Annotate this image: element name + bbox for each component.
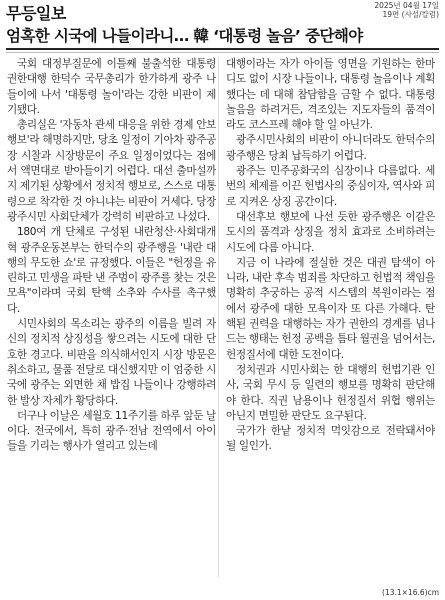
masthead [0,0,445,22]
paragraph: 국회 대정부질문에 이틀째 불출석한 대통령 권한대행 한덕수 국무총리가 한가하게 광주 나들이에 나서 '대통령 놀이'라는 강한 비판이 제기됐다. [7,58,216,116]
headline-rule [6,48,439,50]
paragraph: 정치권과 시민사회는 한 대행의 헌법기관 인사, 국회 무시 등 일련의 행보를 명확히 판단해야 한다. 직권 남용이나 헌정질서 위협 행위는 아닌지 면밀한 판단도 요구된다. [226,363,435,422]
paragraph: 광주는 민주공화국의 심장이나 다름없다. 세 번의 체제를 이끈 헌법사의 중심이자, 역사와 피로 지켜온 상징 공간이다. [226,165,435,208]
clipping-size-note: (13.1×16.6)cm [382,588,439,597]
paragraph: 대행이라는 자가 아이들 영면을 기원하는 한마디도 없이 시장 나들이나, 대통령 놀음이나 계획했다는 데 대해 참담함을 금할 수 없다. 대통령 놀음을 하려거든, 격조있는 지도자들의 품격이라도 코스프레 해야 할 일 아닌가. [226,58,435,132]
paragraph: 시민사회의 목소리는 광주의 이름을 빌려 자신의 정치적 상징성을 쌓으려는 시도에 대한 단호한 경고다. 비판을 의식해서인지 시장 방문은 취소하고, 물품 전달로 대신했지만 이 엄중한 시국에 광주는 외면한 채 밥집 나들이나 강행하려 한 발상 자체가 황당하다. [7,318,216,407]
paragraph: 대선후보 행보에 나선 듯한 광주행은 이같은 도시의 품격과 상징을 정치 효과로 소비하려는 시도에 다름 아니다. [226,210,435,254]
paragraph: 지금 이 나라에 절실한 것은 대권 탐색이 아니라, 내란 후속 범죄를 차단하고 헌법적 책임을 명확히 추궁하는 공적 시스템의 복원이라는 점에서 광주에 대한 모욕이자 또 다른 가해다. 탄핵된 권력을 대행하는 자가 권한의 경계를 넘나드는 행태는 헌정 공백을 틈타 월권을 넘어서는, 헌정질서에 대한 도전이다. [226,256,435,361]
paragraph: 광주시민사회의 비판이 아니더라도 한덕수의 광주행은 당최 납득하기 어렵다. [226,134,435,162]
column-divider [218,57,219,577]
paragraph: 총리실은 '자동차 관세 대응을 위한 경제 안보 행보'라 해명하지만, 당초 일정이 기아차 광주공장 시찰과 시장방문이 주요 일정이었다는 점에서 액면대로 받아들이기 어렵다. 대선 출마설까지 제기된 상황에서 정치적 행보로, 스스로 대통령으로 착각한 것 아니냐는 비판이 거세다. 당장 광주시민 사회단체가 강력히 비판하고 나섰다. [7,119,216,223]
newspaper-logo: 무등일보 [6,4,66,23]
headline-subrule [6,52,439,53]
article-column-right [226,57,435,577]
page-section: 19면 (사설/칼럼) [382,10,439,19]
publication-date: 2025년 04월 17일 [374,1,439,10]
paragraph: 더구나 이날은 세월호 11주기를 하루 앞둔 날이다. 전국에서, 특히 광주·전남 전역에서 아이들을 기리는 행사가 열리고 있는데 [7,409,216,453]
headline: 엄혹한 시국에 나들이라니… 韓 ‘대통령 놀음’ 중단해야 [6,27,363,45]
paragraph: 국가가 한낱 정치적 먹잇감으로 전락돼서야 될 일인가. [226,425,435,453]
dateline [374,1,439,19]
paragraph: 180여 개 단체로 구성된 내란청산·사회대개혁 광주운동본부는 한덕수의 광주행을 '내란 대행의 무도한 쇼'로 규정했다. 이들은 "헌정을 유린하고 민생을 파탄 낸 주범이 광주를 찾는 것은 모욕"이라며 국회 탄핵 소추와 수사를 촉구했다. [7,226,216,315]
article-column-left [7,57,216,577]
